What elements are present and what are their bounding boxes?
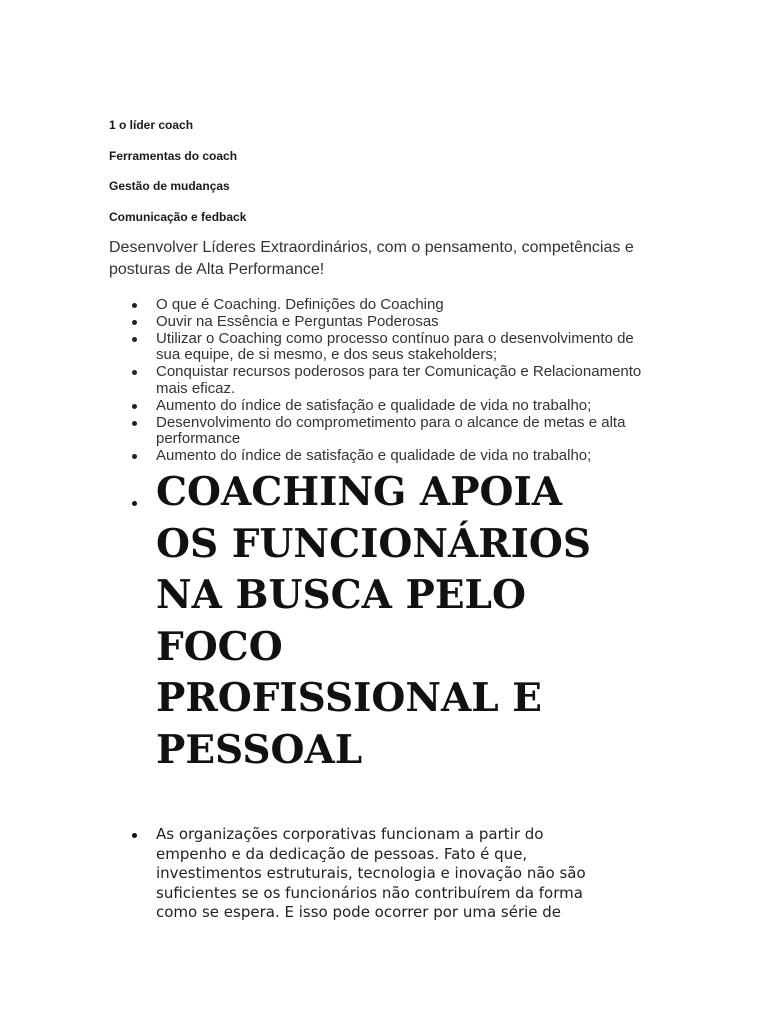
body-line: como se espera. E isso pode ocorrer por uma série de [156, 903, 562, 921]
list-item [0, 448, 768, 465]
body-line: As organizações corporativas funcionam a partir do [156, 825, 544, 843]
body-paragraph [0, 825, 768, 923]
section-title-lider-coach: 1 o líder coach [109, 118, 194, 132]
headline-item [0, 467, 768, 776]
list-item [0, 398, 768, 415]
headline-line: COACHING APOIA [156, 469, 562, 515]
list-item [0, 314, 768, 331]
bullet-icon [132, 833, 137, 838]
bullet-icon [132, 454, 137, 459]
intro-line: Desenvolver Líderes Extraordinários, com o pensamento, competências e [109, 239, 634, 256]
list-item-text: Aumento do índice de satisfação e qualidade de vida no trabalho; [156, 396, 592, 414]
list-item-text: sua equipe, de si mesmo, e dos seus stakeholders; [156, 346, 498, 364]
section-title-comunicacao: Comunicação e fedback [109, 210, 247, 224]
section-title-ferramentas: Ferramentas do coach [109, 149, 238, 163]
list-item [0, 297, 768, 314]
intro-paragraph [109, 237, 634, 281]
bullet-list [0, 297, 768, 465]
body-line: suficientes se os funcionários não contribuírem da forma [156, 883, 583, 902]
body-paragraph-item [0, 825, 768, 923]
bullet-icon [132, 421, 137, 426]
headline-line: PESSOAL [156, 726, 363, 773]
list-item-text: mais eficaz. [156, 379, 236, 397]
list-item-text: Ouvir na Essência e Perguntas Poderosas [156, 312, 439, 330]
bullet-icon [132, 337, 137, 342]
bullet-icon [132, 303, 137, 308]
headline [0, 467, 768, 776]
bullet-icon [132, 404, 137, 409]
bullet-icon [132, 370, 137, 375]
list-item-text: Utilizar o Coaching como processo contínuo para o desenvolvimento de [156, 329, 634, 347]
bullet-icon [132, 320, 137, 325]
list-item-text: performance [156, 430, 241, 448]
section-title-gestao: Gestão de mudanças [109, 179, 230, 193]
body-line: empenho e da dedicação de pessoas. Fato é que, [156, 844, 528, 863]
list-item-text: Conquistar recursos poderosos para ter Comunicação e Relacionamento [156, 363, 642, 381]
headline-line: PROFISSIONAL E [156, 675, 542, 721]
list-item [0, 415, 768, 449]
bullet-icon [132, 501, 137, 506]
headline-line: OS FUNCIONÁRIOS [156, 520, 592, 567]
list-item-text: O que é Coaching. Definições do Coaching [156, 296, 444, 313]
headline-line: NA BUSCA PELO [156, 572, 526, 618]
list-item [0, 331, 768, 365]
list-item [0, 364, 768, 398]
intro-line: posturas de Alta Performance! [109, 261, 325, 278]
list-item-text: Desenvolvimento do comprometimento para o alcance de metas e alta [156, 413, 626, 431]
list-item-text: Aumento do índice de satisfação e qualidade de vida no trabalho; [156, 447, 592, 465]
headline-line: FOCO [156, 623, 283, 670]
body-line: investimentos estruturais, tecnologia e inovação não são [156, 864, 586, 882]
